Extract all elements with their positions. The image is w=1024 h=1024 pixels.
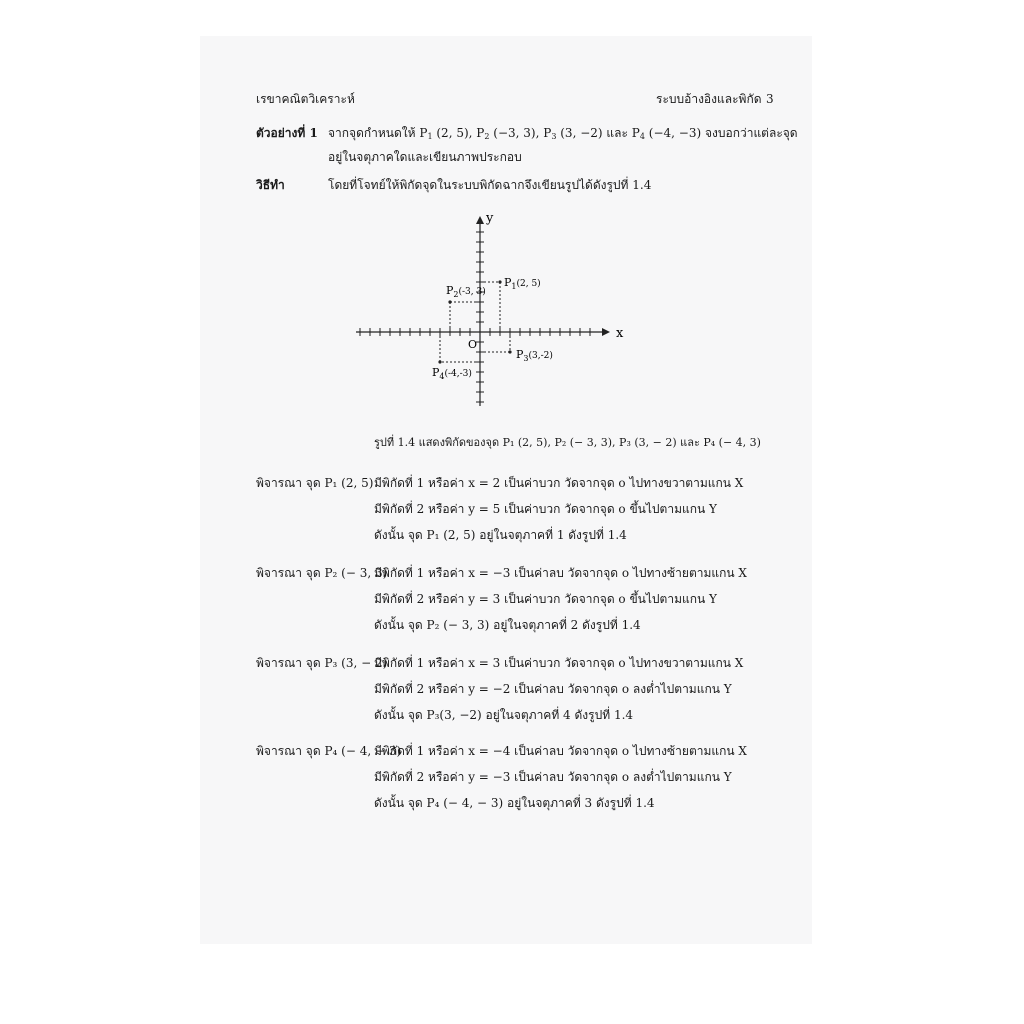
consideration-heading: พิจารณา จุด P₃ (3, − 2) bbox=[256, 656, 388, 670]
x-axis-label: x bbox=[616, 326, 624, 341]
point-label: $P_4^{(-4,-3)}$ bbox=[432, 366, 472, 381]
consideration-heading: พิจารณา จุด P₂ (− 3, 3) bbox=[256, 566, 388, 580]
consideration-conclusion: ดังนั้น จุด P₁ (2, 5) อยู่ในจตุภาคที่ 1 ดังรูปที่ 1.4 bbox=[374, 528, 627, 542]
example-statement-line2: อยู่ในจตุภาคใดและเขียนภาพประกอบ bbox=[328, 150, 522, 164]
consideration-line: มีพิกัดที่ 1 หรือค่า x = −4 เป็นค่าลบ วัดจากจุด o ไปทางซ้ายตามแกน X bbox=[374, 744, 747, 758]
page-number: 3 bbox=[766, 92, 774, 106]
book-page bbox=[200, 36, 812, 944]
point-marker bbox=[448, 300, 451, 303]
consideration-line: มีพิกัดที่ 2 หรือค่า y = −2 เป็นค่าลบ วัดจากจุด o ลงต่ำไปตามแกน Y bbox=[374, 682, 732, 696]
point-label: $P_3^{(3,-2)}$ bbox=[516, 348, 553, 363]
consideration-line: มีพิกัดที่ 2 หรือค่า y = 5 เป็นค่าบวก วัดจากจุด o ขึ้นไปตามแกน Y bbox=[374, 502, 717, 516]
point-marker bbox=[438, 360, 441, 363]
y-axis-label: y bbox=[486, 212, 494, 226]
running-header-left: เรขาคณิตวิเคราะห์ bbox=[256, 92, 355, 106]
figure-caption: รูปที่ 1.4 แสดงพิกัดของจุด P₁ (2, 5), P₂ (− 3, 3), P₃ (3, − 2) และ P₄ (− 4, 3) bbox=[374, 436, 761, 449]
method-text: โดยที่โจทย์ให้พิกัดจุดในระบบพิกัดฉากจึงเขียนรูปได้ดังรูปที่ 1.4 bbox=[328, 178, 652, 192]
point-marker bbox=[508, 350, 511, 353]
consideration-conclusion: ดังนั้น จุด P₃(3, −2) อยู่ในจตุภาคที่ 4 ดังรูปที่ 1.4 bbox=[374, 708, 634, 722]
consideration-line: มีพิกัดที่ 2 หรือค่า y = −3 เป็นค่าลบ วัดจากจุด o ลงต่ำไปตามแกน Y bbox=[374, 770, 732, 784]
consideration-line: มีพิกัดที่ 1 หรือค่า x = 3 เป็นค่าบวก วัดจากจุด o ไปทางขวาตามแกน X bbox=[374, 656, 744, 670]
point-marker bbox=[498, 280, 501, 283]
coordinate-figure bbox=[340, 212, 630, 412]
example-label: ตัวอย่างที่ 1 bbox=[256, 126, 318, 140]
point-label: $P_1^{(2, 5)}$ bbox=[504, 276, 541, 291]
point-label: $P_2^{(-3, 3)}$ bbox=[446, 284, 486, 299]
y-axis-arrow bbox=[476, 216, 484, 224]
example-statement-line1: จากจุดกำหนดให้ $P_1$ (2, 5), $P_2$ (−3, 3), $P_3$ (3, −2) และ $P_4$ (−4, −3) จงบอกว่าแต่ละจุด bbox=[328, 126, 798, 141]
x-axis-arrow bbox=[602, 328, 610, 336]
origin-label: O bbox=[468, 338, 478, 351]
consideration-heading: พิจารณา จุด P₁ (2, 5) bbox=[256, 476, 374, 490]
consideration-conclusion: ดังนั้น จุด P₂ (− 3, 3) อยู่ในจตุภาคที่ 2 ดังรูปที่ 1.4 bbox=[374, 618, 641, 632]
consideration-conclusion: ดังนั้น จุด P₄ (− 4, − 3) อยู่ในจตุภาคที่ 3 ดังรูปที่ 1.4 bbox=[374, 796, 655, 810]
consideration-line: มีพิกัดที่ 1 หรือค่า x = −3 เป็นค่าลบ วัดจากจุด o ไปทางซ้ายตามแกน X bbox=[374, 566, 747, 580]
consideration-heading: พิจารณา จุด P₄ (− 4, − 3) bbox=[256, 744, 402, 758]
consideration-line: มีพิกัดที่ 1 หรือค่า x = 2 เป็นค่าบวก วัดจากจุด o ไปทางขวาตามแกน X bbox=[374, 476, 744, 490]
running-header-right: ระบบอ้างอิงและพิกัด bbox=[656, 92, 762, 106]
method-label: วิธีทำ bbox=[256, 178, 285, 192]
consideration-line: มีพิกัดที่ 2 หรือค่า y = 3 เป็นค่าบวก วัดจากจุด o ขึ้นไปตามแกน Y bbox=[374, 592, 717, 606]
